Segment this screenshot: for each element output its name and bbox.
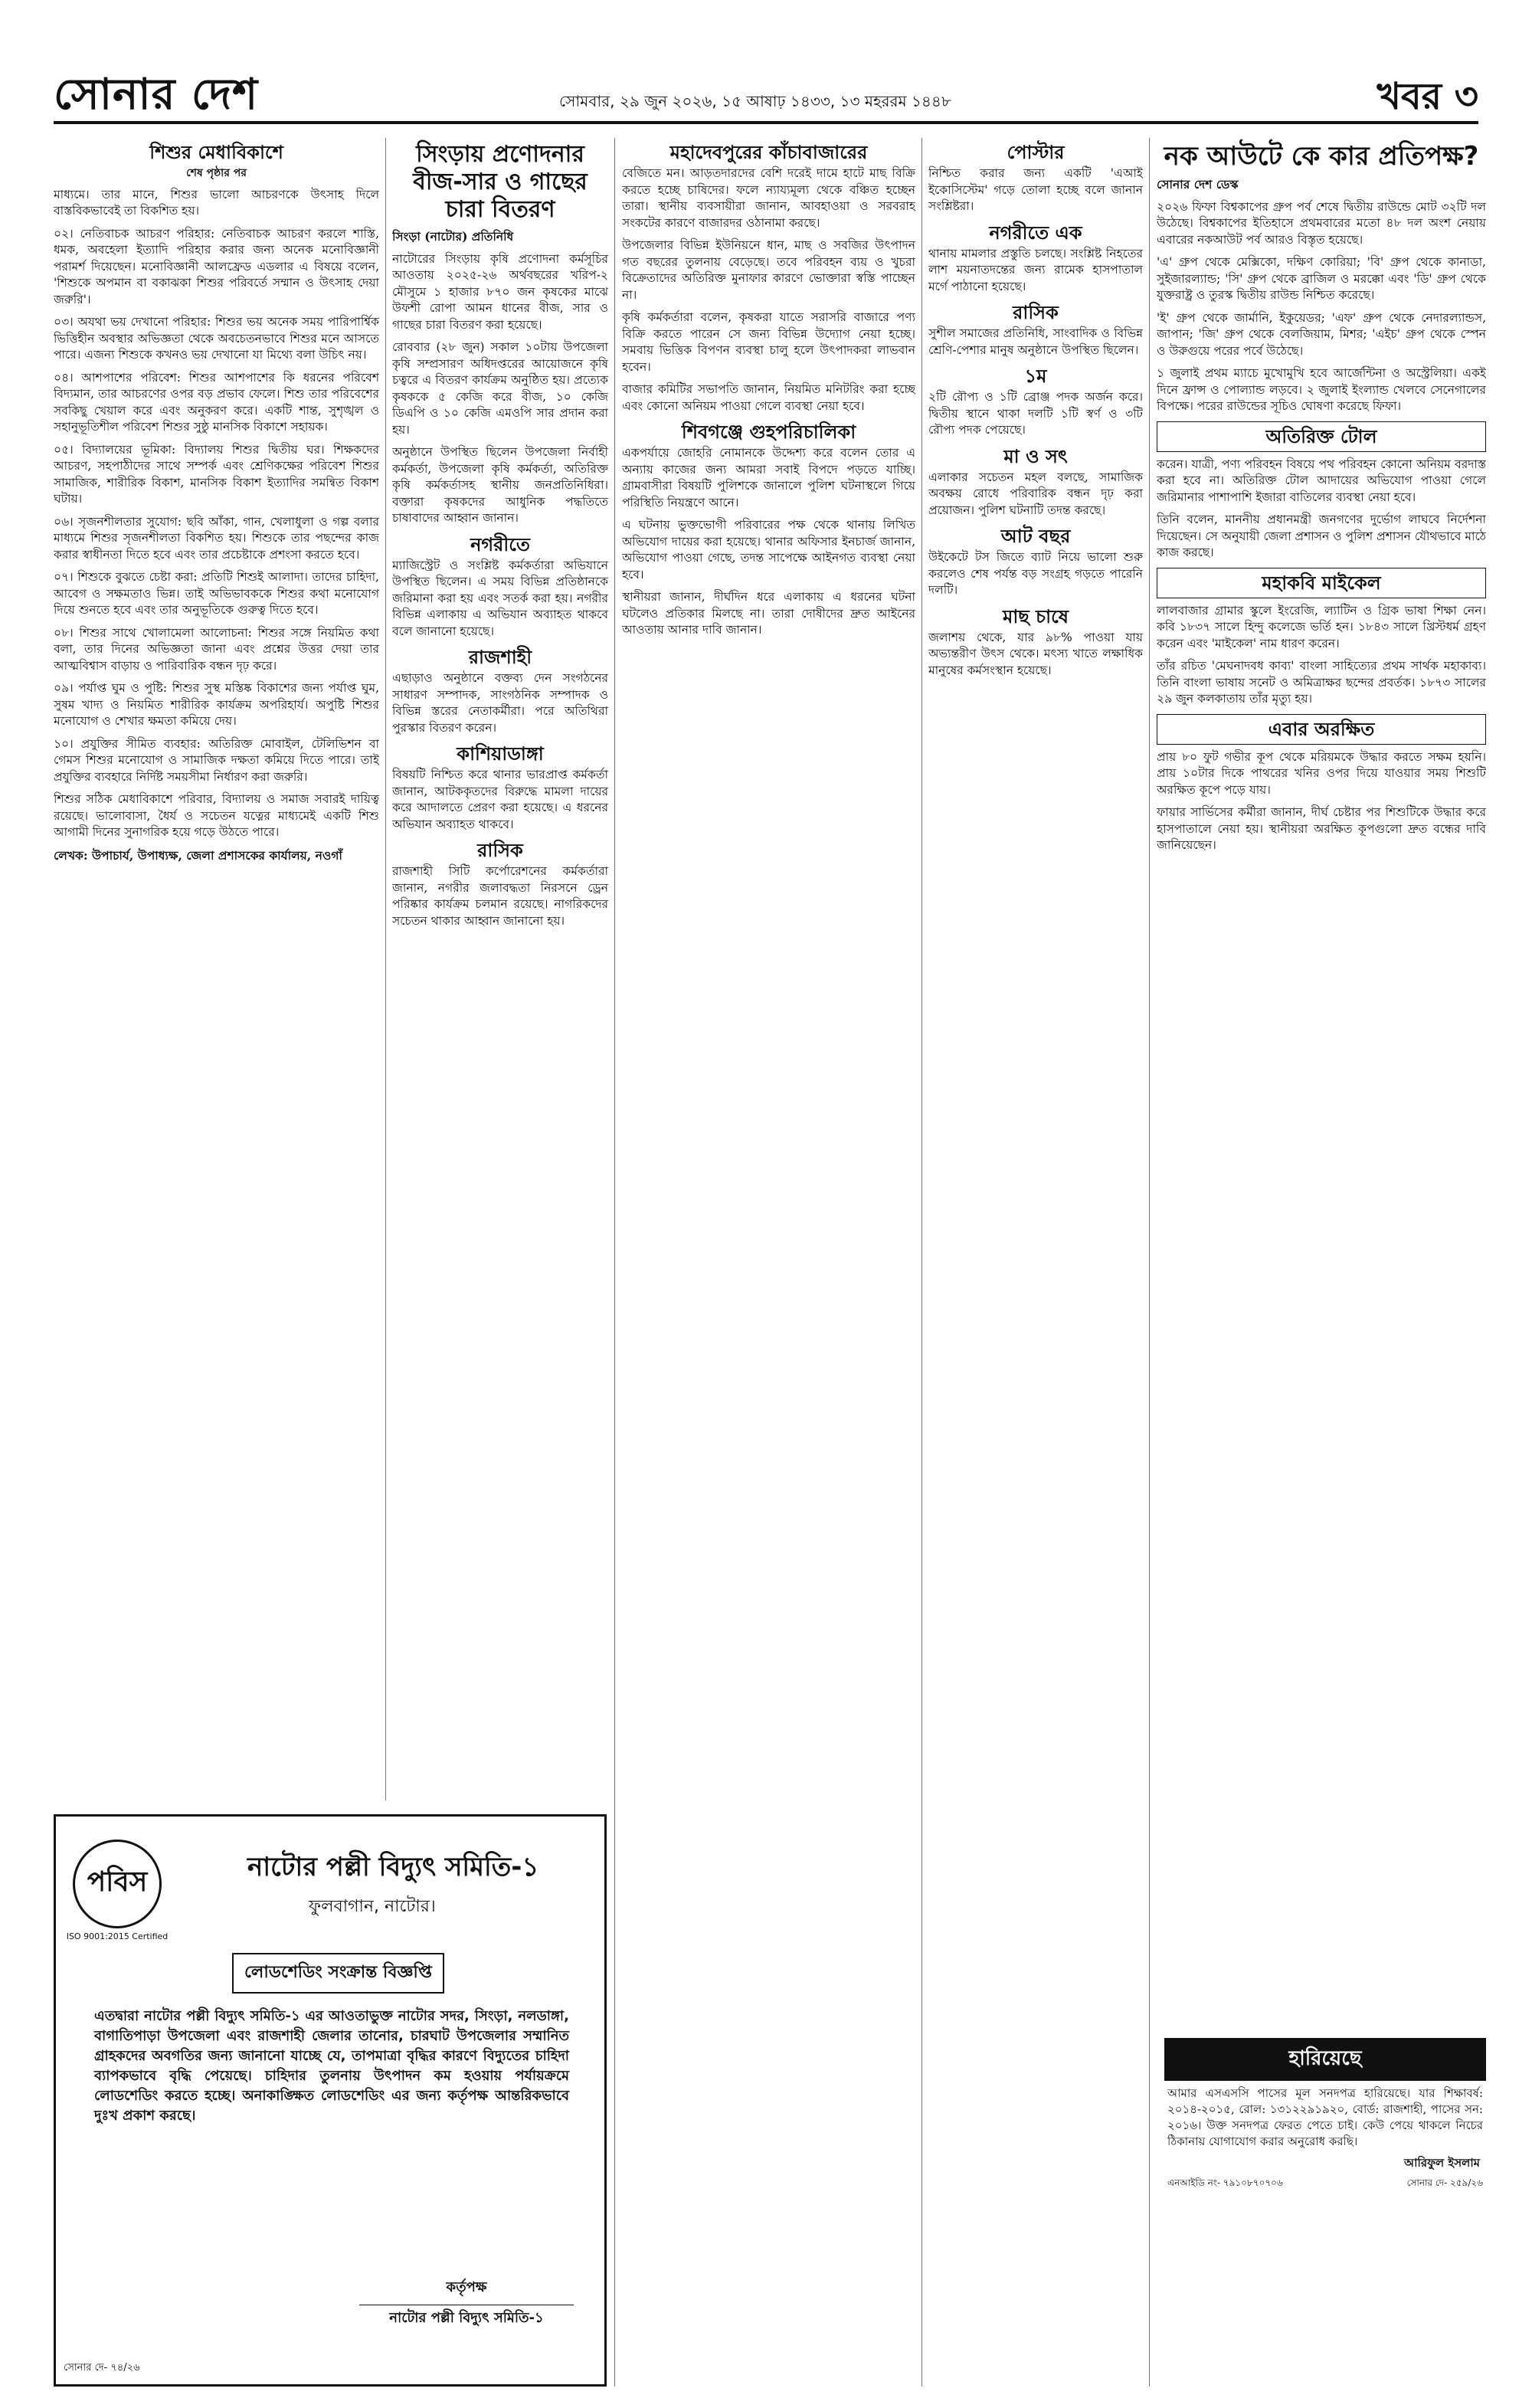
- signature-organization: নাটোর পল্লী বিদ্যুৎ সমিতি-১: [389, 2310, 544, 2326]
- article-headline: মহাদেবপুরের কাঁচাবাজারের: [669, 142, 868, 163]
- advertisement-loadshedding-notice: [54, 1814, 607, 2387]
- paragraph: ০৪। আশপাশের পরিবেশ: শিশুর আশপাশের কি ধরনের পরিবেশ বিদ্যমান, তার আচরণের ওপর বড় প্রভাব ফেলে। শিশু তার পরিবেশের সবকিছু খেয়াল করে এবং অনুকরণ করে। একটি শান্ত, সুশৃঙ্খল ও সহানুভূতিশীল পরিবেশ শিশুর সুষ্ঠু মানসিক বিকাশে সহায়ক।: [54, 370, 379, 434]
- paragraph: 'ই' গ্রুপ থেকে জার্মানি, ইকুয়েডর; 'এফ' গ্রুপ থেকে নেদারল্যান্ডস, জাপান; 'জি' গ্রুপ থেকে বেলজিয়াম, মিশর; 'এইচ' গ্রুপ থেকে স্পেন ও উরুগুয়ে পরের পর্বে উঠেছে।: [1157, 310, 1486, 358]
- paragraph: লালবাজার গ্রামার স্কুলে ইংরেজি, ল্যাটিন ও গ্রিক ভাষা শিক্ষা নেন। কবি ১৮৩৭ সালে হিন্দু কলেজে ভর্তি হন। ১৮৪৩ সালে খ্রিস্টধর্ম গ্রহণ করেন এবং 'মাইকেল' নাম ধারণ করেন।: [1157, 603, 1486, 650]
- paragraph: অনুষ্ঠানে উপস্থিত ছিলেন উপজেলা নির্বাহী কর্মকর্তা, উপজেলা কৃষি কর্মকর্তা, অতিরিক্ত কৃষি কর্মকর্তাসহ স্থানীয় জনপ্রতিনিধিরা। বক্তারা কৃষকদের আধুনিক পদ্ধতিতে চাষাবাদের আহ্বান জানান।: [392, 445, 608, 525]
- paragraph: উইকেটে টস জিতে ব্যাট নিয়ে ভালো শুরু করলেও শেষ পর্যন্ত বড় সংগ্রহ গড়তে পারেনি দলটি।: [928, 550, 1143, 597]
- paragraph: স্থানীয়রা জানান, দীর্ঘদিন ধরে এলাকায় এ ধরনের ঘটনা ঘটলেও প্রতিকার মিলছে না। তারা দোষীদের দ্রুত আইনের আওতায় আনার দাবি জানান।: [622, 590, 915, 637]
- notice-signature: [359, 2276, 574, 2331]
- column-divider: [614, 138, 615, 2387]
- section-headline: অতিরিক্ত টোল: [1157, 421, 1486, 452]
- lost-notice: [1164, 2038, 1486, 2195]
- section-headline: রাজশাহী: [468, 647, 532, 668]
- section-headline: নগরীতে এক: [989, 221, 1082, 244]
- dateline: সোমবার, ২৯ জুন ২০২৬, ১৫ আষাঢ় ১৪৩৩, ১৩ মহররম ১৪৪৮: [559, 92, 951, 110]
- byline: লেখক: উপাচার্য, উপাধ্যক্ষ, জেলা প্রশাসকের কার্যালয়, নওগাঁ: [54, 847, 342, 863]
- paragraph: ফায়ার সার্ভিসের কর্মীরা জানান, দীর্ঘ চেষ্টার পর শিশুটিকে উদ্ধার করে হাসপাতালে নেয়া হয়। স্থানীয়রা অরক্ষিত কূপগুলো দ্রুত বন্ধের দাবি জানিয়েছেন।: [1157, 805, 1486, 852]
- paragraph: ০৮। শিশুর সাথে খোলামেলা আলোচনা: শিশুর সঙ্গে নিয়মিত কথা বলা, তার দিনের অভিজ্ঞতা জানা এবং প্রশ্নের উত্তর দেয়া তার আত্মবিশ্বাস বাড়ায় ও পারিবারিক বন্ধন দৃঢ় করে।: [54, 625, 379, 673]
- column-divider: [385, 138, 386, 1800]
- section-headline: এবার অরক্ষিত: [1157, 714, 1486, 745]
- iso-certification: ISO 9001:2015 Certified: [66, 1931, 169, 1941]
- paragraph: ০৩। অযথা ভয় দেখানো পরিহার: শিশুর ভয় অনেক সময় পারিপার্শ্বিক ভিত্তিহীন অবস্থার অভিজ্ঞতা থেকে অবচেতনভাবে শিশুর মনে আসতে পারে। এজন্য শিশুকে কখনও ভয় দেখানো যা মিথ্যে বলা উচিৎ নয়।: [54, 315, 379, 362]
- nid-number: এনআইডি নং- ৭৯১০৮৭০৭০৬: [1167, 2177, 1283, 2188]
- paragraph: ০৭। শিশুকে বুঝতে চেষ্টা করা: প্রতিটি শিশুই আলাদা। তাদের চাহিদা, আবেগ ও সক্ষমতাও ভিন্ন। তাই অভিভাবককে শিশুর কথা মনোযোগ দিয়ে শুনতে হবে এবং তার অনুভূতিকে গুরুত্ব দিতে হবে।: [54, 570, 379, 617]
- lost-notice-body: আমার এসএসসি পাসের মূল সনদপত্র হারিয়েছে। যার শিক্ষাবর্ষ: ২০১৪-২০১৫, রোল: ১৩১২২৯১৯২০, বোর্ড: রাজশাহী, পাসের সন: ২০১৬। উক্ত সনদপত্র ফেরত পেতে চাই। কেউ পেয়ে থাকলে নিচের ঠিকানায় যোগাযোগ করার অনুরোধ করছি।: [1167, 2086, 1483, 2148]
- paragraph: এলাকার সচেতন মহল বলছে, সামাজিক অবক্ষয় রোধে পরিবারিক বন্ধন দৃঢ় করা প্রয়োজন। পুলিশ ঘটনাটি তদন্ত করছে।: [928, 470, 1143, 517]
- section-headline: মহাকবি মাইকেল: [1157, 568, 1486, 598]
- paragraph: সুশীল সমাজের প্রতিনিধি, সাংবাদিক ও বিভিন্ন শ্রেণি-পেশার মানুষ অনুষ্ঠানে উপস্থিত ছিলেন।: [928, 326, 1143, 357]
- paragraph: এছাড়াও অনুষ্ঠানে বক্তব্য দেন সংগঠনের সাধারণ সম্পাদক, সাংগঠনিক সম্পাদক ও বিভিন্ন স্তরের নেতাকর্মীরা। পরে অতিথিরা পুরস্কার বিতরণ করেন।: [392, 671, 608, 735]
- paragraph: মাধ্যমে। তার মানে, শিশুর ভালো আচরণকে উৎসাহ দিলে বাস্তবিকভাবেই তা বিকশিত হয়।: [54, 187, 379, 218]
- section-headline: পোস্টার: [1007, 142, 1065, 163]
- sports-and-news-column: [1157, 138, 1486, 2023]
- lost-notice-signature: আরিফুল ইসলাম: [1404, 2156, 1480, 2170]
- section-headline: আট বছর: [1000, 526, 1071, 547]
- paragraph: তাঁর রচিত 'মেঘনাদবধ কাব্য' বাংলা সাহিত্যের প্রথম সার্থক মহাকাব্য। তিনি বাংলা ভাষায় সনেট ও অমিত্রাক্ষর ছন্দের প্রবর্তক। ১৮৭৩ সালের ২৯ জুন কলকাতায় তাঁর মৃত্যু হয়।: [1157, 659, 1486, 706]
- paragraph: ২টি রৌপ্য ও ১টি ব্রোঞ্জ পদক অর্জন করে। দ্বিতীয় স্থানে থাকা দলটি ১টি স্বর্ণ ও ৩টি রৌপ্য পদক পেয়েছে।: [928, 390, 1143, 437]
- paragraph: বিষয়টি নিশ্চিত করে থানার ভারপ্রাপ্ত কর্মকর্তা জানান, আটককৃতদের বিরুদ্ধে মামলা দায়ের করে আদালতে প্রেরণ করা হয়েছে। এ ধরনের অভিযান অব্যাহত থাকবে।: [392, 768, 608, 831]
- article-headline: সিংড়ায় প্রণোদনার বীজ-সার ও গাছের চারা বিতরণ: [413, 141, 588, 223]
- organization-title: নাটোর পল্লী বিদ্যুৎ সমিতি-১: [247, 1852, 539, 1882]
- column-divider: [1149, 138, 1150, 2387]
- organization-logo: পবিস: [73, 1840, 162, 1928]
- paragraph: এ ঘটনায় ভুক্তভোগী পরিবারের পক্ষ থেকে থানায় লিখিত অভিযোগ দায়ের করা হয়েছে। থানার অফিসার ইনচার্জ জানান, অভিযোগ পাওয়া গেছে, তদন্ত সাপেক্ষে আইনগত ব্যবস্থা নেয়া হবে।: [622, 518, 915, 582]
- article-child-talent: [54, 138, 379, 1800]
- page-label: খবর ৩: [1377, 75, 1478, 118]
- continued-label: শেষ পৃষ্ঠার পর: [185, 167, 247, 179]
- masthead: [54, 61, 1478, 124]
- paragraph: উপজেলার বিভিন্ন ইউনিয়নে ধান, মাছ ও সবজির উৎপাদন গত বছরের তুলনায় বেড়েছে। তবে পরিবহন ব্যয় ও খুচরা বিক্রেতাদের অতিরিক্ত মুনাফার কারণে ভোক্তারা স্বস্তি পাচ্ছেন না।: [622, 238, 915, 302]
- short-news-column: [928, 138, 1143, 2387]
- paragraph: ১০। প্রযুক্তির সীমিত ব্যবহার: অতিরিক্ত মোবাইল, টেলিভিশন বা গেমস শিশুর মনোযোগ ও সামাজিক দক্ষতা কমিয়ে দিতে পারে। তাই প্রযুক্তির ব্যবহারে নির্দিষ্ট সময়সীমা নির্ধারণ করা জরুরি।: [54, 736, 379, 784]
- paragraph: রাজশাহী সিটি কর্পোরেশনের কর্মকর্তারা জানান, নগরীর জলাবদ্ধতা নিরসনে ড্রেন পরিষ্কার কার্যক্রম চলমান রয়েছে। নাগরিকদের সচেতন থাকার আহ্বান জানানো হয়।: [392, 864, 608, 928]
- paragraph: ০৯। পর্যাপ্ত ঘুম ও পুষ্টি: শিশুর সুস্থ মস্তিষ্ক বিকাশের জন্য পর্যাপ্ত ঘুম, সুষম খাদ্য ও নিয়মিত শারীরিক কার্যক্রম অপরিহার্য। অপুষ্টি শিশুর মনোযোগ ও শেখার ক্ষমতা কমিয়ে দেয়।: [54, 681, 379, 728]
- section-headline: রাসিক: [1013, 302, 1059, 323]
- lost-notice-footer: [1164, 2174, 1486, 2195]
- section-headline: মা ও সৎ: [1003, 445, 1068, 467]
- article-mahadevpur: [622, 138, 915, 2387]
- paragraph: থানায় মামলার প্রস্তুতি চলছে। সংশ্লিষ্ট নিহতের লাশ ময়নাতদন্তের জন্য রামেক হাসপাতাল মর্গে পাঠানো হয়েছে।: [928, 246, 1143, 293]
- paragraph: ০৫। বিদ্যালয়ের ভূমিকা: বিদ্যালয় শিশুর দ্বিতীয় ঘর। শিক্ষকদের আচরণ, সহপাঠীদের সাথে সম্পর্ক এবং শ্রেণিকক্ষের পরিবেশ শিশুর সামাজিক, শারীরিক বিকাশ, মানসিক বিকাশ ইত্যাদির সমন্বিত বিকাশ ঘটায়।: [54, 442, 379, 506]
- section-headline: কাশিয়াডাঙ্গা: [457, 743, 544, 765]
- paragraph: ম্যাজিস্ট্রেট ও সংশ্লিষ্ট কর্মকর্তারা অভিযানে উপস্থিত ছিলেন। এ সময় বিভিন্ন প্রতিষ্ঠানকে জরিমানা করা হয় এবং সতর্ক করা হয়। নগরীর বিভিন্ন এলাকায় এ অভিযান অব্যাহত থাকবে বলে জানানো হয়েছে।: [392, 558, 608, 638]
- organization-address: ফুলবাগান, নাটোর।: [309, 1897, 436, 1916]
- paragraph: শিশুর সঠিক মেধাবিকাশে পরিবার, বিদ্যালয় ও সমাজ সবারই দায়িত্ব রয়েছে। ভালোবাসা, ধৈর্য ও সচেতন যত্নের মাধ্যমেই একটি শিশু আগামী দিনের সুনাগরিক হয়ে গড়ে উঠতে পারে।: [54, 792, 379, 839]
- paragraph: নিশ্চিত করার জন্য একটি 'এআই ইকোসিস্টেম' গড়ে তোলা হচ্ছে বলে জানান সংশ্লিষ্টরা।: [928, 166, 1143, 213]
- dateline: সিংড়া (নাটোর) প্রতিনিধি: [392, 229, 514, 244]
- article-headline: নক আউটে কে কার প্রতিপক্ষ?: [1164, 141, 1479, 172]
- paragraph: কৃষি কর্মকর্তারা বলেন, কৃষকরা যাতে সরাসরি বাজারে পণ্য বিক্রি করতে পারেন সে জন্য বিভিন্ন উদ্যোগ নেয়া হচ্ছে। সমবায় ভিত্তিক বিপণন ব্যবস্থা চালু হলে উৎপাদকরা লাভবান হবেন।: [622, 310, 915, 374]
- paragraph: তিনি বলেন, মাননীয় প্রধানমন্ত্রী জনগণের দুর্ভোগ লাঘবে নির্দেশনা দিয়েছেন। সে অনুযায়ী জেলা প্রশাসন ও পুলিশ প্রশাসন যৌথভাবে মাঠে কাজ করছে।: [1157, 513, 1486, 559]
- ad-reference-number: সোনার দে- ৭৪/২৬: [64, 2362, 140, 2374]
- signature-authority: কর্তৃপক্ষ: [446, 2279, 487, 2295]
- paragraph: নাটোরের সিংড়ায় কৃষি প্রণোদনা কর্মসূচির আওতায় ২০২৫-২৬ অর্থবছরের খরিপ-২ মৌসুমে ১ হাজার ৮৭০ জন কৃষকের মাঝে উফশী রোপা আমন ধানের বীজ, সার ও গাছের চারা বিতরণ করা হয়েছে।: [392, 251, 608, 332]
- paragraph: প্রায় ৮০ ফুট গভীর কূপ থেকে মরিয়মকে উদ্ধার করতে সক্ষম হয়নি। প্রায় ১০টার দিকে পাথরের খনির ওপর দিয়ে যাওয়ার সময় শিশুটি অরক্ষিত কূপে পড়ে যায়।: [1157, 749, 1486, 797]
- section-headline: ১ম: [1024, 365, 1047, 387]
- notice-title: লোডশেডিং সংক্রান্ত বিজ্ঞপ্তি: [232, 1953, 444, 1994]
- paragraph: রোববার (২৮ জুন) সকাল ১০টায় উপজেলা কৃষি সম্প্রসারণ অধিদপ্তরের আয়োজনে কৃষি চত্বরে এ বিতরণ কার্যক্রম অনুষ্ঠিত হয়। প্রত্যেক কৃষককে ৫ কেজি করে বীজ, ১০ কেজি ডিএপি ও ১০ কেজি এমওপি সার প্রদান করা হয়।: [392, 340, 608, 437]
- paragraph: ০৬। সৃজনশীলতার সুযোগ: ছবি আঁকা, গান, খেলাধুলা ও গল্প বলার মাধ্যমে শিশুর সৃজনশীলতা বিকশিত হয়। শিশুকে তার পছন্দের কাজ করার স্বাধীনতা দিতে হবে এবং তার প্রচেষ্টাকে প্রশংসা করতে হবে।: [54, 514, 379, 562]
- lost-notice-title: হারিয়েছে: [1164, 2038, 1486, 2081]
- section-headline: মাছ চাষে: [1003, 605, 1069, 627]
- paragraph: ১ জুলাই প্রথম ম্যাচে মুখোমুখি হবে আর্জেন্টিনা ও অস্ট্রেলিয়া। একই দিনে ফ্রান্স ও পোল্যান্ড লড়বে। ২ জুলাই ইংল্যান্ড খেলবে সেনেগালের বিপক্ষে। পরের রাউন্ডের সূচিও ঘোষণা করেছে ফিফা।: [1157, 366, 1486, 413]
- article-headline: শিবগঞ্জে গুহপরিচালিকা: [681, 421, 856, 443]
- notice-body: এতদ্বারা নাটোর পল্লী বিদ্যুৎ সমিতি-১ এর আওতাভুক্ত নাটোর সদর, সিংড়া, নলডাঙ্গা, বাগাতিপাড়া উপজেলা এবং রাজশাহী জেলার তানোর, চারঘাট উপজেলার সম্মানিত গ্রাহকদের অবগতির জন্য জানানো যাচ্ছে যে, তাপমাত্রা বৃদ্ধির কারণে বিদ্যুতের চাহিদা ব্যাপকভাবে বৃদ্ধি পেয়েছে। চাহিদার তুলনায় উৎপাদন কম হওয়ায় পর্যায়ক্রমে লোডশেডিং করতে হচ্ছে। অনাকাঙ্ক্ষিত লোডশেডিং এর জন্য কর্তৃপক্ষ আন্তরিকভাবে দুঃখ প্রকাশ করছে।: [94, 2008, 569, 2124]
- paragraph: ২০২৬ ফিফা বিশ্বকাপের গ্রুপ পর্ব শেষে দ্বিতীয় রাউন্ডে মোট ৩২টি দল উঠেছে। বিশ্বকাপের ইতিহাসে প্রথমবারের মতো ৪৮ দল অংশ নেয়ায় এবারের নকআউট পর্ব আরও বিস্তৃত হয়েছে।: [1157, 199, 1486, 247]
- paragraph: জলাশয় থেকে, যার ৯৮% পাওয়া যায় অভ্যন্তরীণ উৎস থেকে। মৎস্য খাতে লক্ষাধিক মানুষের কর্মসংস্থান হয়েছে।: [928, 630, 1143, 677]
- paragraph: বাজার কমিটির সভাপতি জানান, নিয়মিত মনিটরিং করা হচ্ছে এবং কোনো অনিয়ম পাওয়া গেলে ব্যবস্থা নেয়া হবে।: [622, 382, 915, 413]
- paragraph: করেন। যাত্রী, পণ্য পরিবহন বিষয়ে পথ পরিবহন কোনো অনিয়ম বরদাস্ত করা হবে না। অতিরিক্ত টোল আদায়ের অভিযোগ পাওয়া গেলে জরিমানার পাশাপাশি ইজারা বাতিলের ব্যবস্থা নেয়া হবে।: [1157, 457, 1486, 504]
- paragraph: ০২। নেতিবাচক আচরণ পরিহার: নেতিবাচক আচরণ করলে শাস্তি, ধমক, অবহেলা ইত্যাদি পরিহার করার জন্য অনেক মনোবিজ্ঞানী পরামর্শ দিয়েছেন। মনোবিজ্ঞানী আলফ্রেড এডলার এ বিষয়ে বলেন, 'শিশুকে অপমান বা বকাঝকা শিশুর পরিবর্তে সম্মান ও উৎসাহ দেয়া জরুরি'।: [54, 226, 379, 306]
- article-headline: শিশুর মেধাবিকাশে: [149, 142, 283, 163]
- dateline: সোনার দেশ ডেস্ক: [1157, 177, 1239, 192]
- article-singra: [392, 138, 608, 1800]
- reference-number: সোনার দে- ২৫৯/২৬: [1406, 2177, 1483, 2188]
- column-divider: [921, 138, 922, 2387]
- section-headline: নগরীতে: [470, 533, 530, 555]
- paragraph: বেজিতে মন। আড়তদারদের বেশি দরেই দামে হাটে মাছ বিক্রি করতে হচ্ছে চাষিদের। ফলে ন্যায্যমূল্য থেকে বঞ্চিত হচ্ছেন তারা। স্থানীয় ব্যবসায়ীরা জানান, আবহাওয়া ও সরবরাহ সংকটের কারণে বাজারদর ওঠানামা করছে।: [622, 166, 915, 230]
- paragraph: একপর্যায়ে জোহরি নোমানকে উদ্দেশ্য করে বলেন তোর এ অন্যায় কাজের জন্য আমরা সবাই বিপদে পড়তে যাচ্ছি। গ্রামবাসীরা বিষয়টি পুলিশকে জানালে পুলিশ ঘটনাস্থলে গিয়ে পরিস্থিতি নিয়ন্ত্রণে আনে।: [622, 446, 915, 509]
- newspaper-logo: সোনার দেশ: [54, 70, 259, 120]
- section-headline: রাসিক: [477, 840, 523, 861]
- paragraph: 'এ' গ্রুপ থেকে মেক্সিকো, দক্ষিণ কোরিয়া; 'বি' গ্রুপ থেকে কানাডা, সুইজারল্যান্ড; 'সি' গ্রুপ থেকে ব্রাজিল ও মরক্কো এবং 'ডি' গ্রুপ থেকে যুক্তরাষ্ট্র ও তুরস্ক দ্বিতীয় রাউন্ড নিশ্চিত করেছে।: [1157, 255, 1486, 302]
